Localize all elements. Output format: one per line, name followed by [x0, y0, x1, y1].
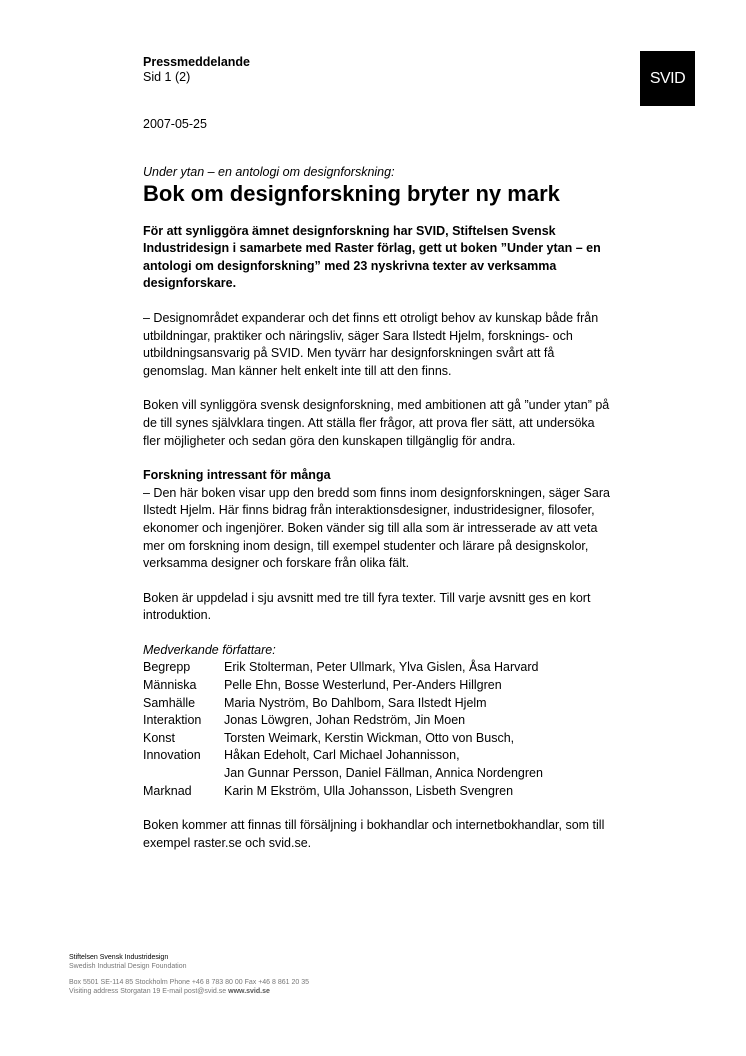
table-row [143, 659, 543, 677]
author-names: Håkan Edeholt, Carl Michael Johannisson, [224, 748, 460, 763]
footer-address: Box 5501 SE-114 85 Stockholm Phone +46 8 783 80 00 Fax +46 8 861 20 35 [69, 979, 309, 987]
paragraph-4: Boken är uppdelad i sju avsnitt med tre till fyra texter. Till varje avsnitt ges en kort introduktion. [143, 590, 591, 623]
author-category: Begrepp [143, 660, 191, 675]
paragraph-3: – Den här boken visar upp den bredd som finns inom designforskningen, säger Sara Ilstedt Hjelm. Här finns bidrag från interaktionsdesigner, industridesigner, filosofer, ekonomer och ingenjörer. Boken vänder sig till alla som är intresserade av att veta mer om forskning inom design, till exempel studenter och lärare på designskolor, verksamma designer och forskare från olika fält. [143, 485, 610, 571]
footer-visiting [69, 988, 309, 997]
authors-table [143, 659, 543, 800]
author-names: Torsten Weimark, Kerstin Wickman, Otto von Busch, [224, 730, 515, 745]
author-category: Innovation [143, 748, 201, 763]
page-number: Sid 1 (2) [143, 70, 191, 84]
author-names: Jonas Löwgren, Johan Redström, Jin Moen [224, 713, 466, 728]
footer-website: www.svid.se [228, 987, 270, 995]
author-category [143, 765, 224, 783]
author-category: Interaktion [143, 713, 202, 728]
table-row [143, 765, 543, 783]
table-row [143, 747, 543, 765]
paragraph-5: Boken kommer att finnas till försäljning i bokhandlar och internetbokhandlar, som till exempel raster.se och svid.se. [143, 818, 605, 850]
document-header [143, 55, 250, 85]
author-category: Samhälle [143, 695, 196, 710]
authors-heading: Medverkande författare: [143, 642, 276, 657]
author-names: Erik Stolterman, Peter Ullmark, Ylva Gislen, Åsa Harvard [224, 660, 539, 675]
author-category: Marknad [143, 783, 192, 798]
table-row [143, 677, 543, 695]
svid-logo [640, 51, 695, 106]
subheading: Forskning intressant för många [143, 468, 331, 483]
article-kicker: Under ytan – en antologi om designforskning: [143, 165, 395, 179]
author-names: Pelle Ehn, Bosse Westerlund, Per-Anders Hillgren [224, 678, 502, 693]
table-row [143, 712, 543, 730]
paragraph-2: Boken vill synliggöra svensk designforskning, med ambitionen att gå ”under ytan” på de till synes självklara tingen. Att ställa fler frågor, att prova fler sätt, att undersöka fler möjligheter och sedan göra den kunskapen tillgänglig för andra. [143, 398, 610, 448]
footer-visiting-address: Visiting address Storgatan 19 E-mail post@svid.se [69, 987, 227, 995]
paragraph-1: – Designområdet expanderar och det finns ett otroligt behov av kunskap både från utbildningar, praktiker och näringsliv, säger Sara Ilstedt Hjelm, forsknings- och utbildningsansvarig på SVID. Men tyvärr har designforskningen svårt att få genomslag. Man känner helt enkelt inte till att den finns. [143, 310, 599, 378]
article-lead: För att synliggöra ämnet designforskning har SVID, Stiftelsen Svensk Industridesign i samarbete med Raster förlag, gett ut boken ”Under ytan – en antologi om designforskning” med 23 nyskrivna texter av verksamma designforskare. [143, 223, 601, 291]
table-row [143, 783, 543, 801]
author-names: Jan Gunnar Persson, Daniel Fällman, Annica Nordengren [224, 766, 543, 781]
release-date: 2007-05-25 [143, 117, 207, 131]
author-names: Maria Nyström, Bo Dahlbom, Sara Ilstedt Hjelm [224, 695, 487, 710]
logo-text: SVID [649, 69, 686, 87]
article-title: Bok om designforskning bryter ny mark [143, 180, 560, 206]
table-row [143, 695, 543, 713]
author-names: Karin M Ekström, Ulla Johansson, Lisbeth Svengren [224, 783, 514, 798]
article-body [143, 164, 613, 869]
author-category: Människa [143, 678, 197, 693]
table-row [143, 730, 543, 748]
footer-org-name: Stiftelsen Svensk Industridesign [69, 954, 169, 961]
page-footer [69, 954, 309, 996]
document-type: Pressmeddelande [143, 55, 250, 69]
author-category: Konst [143, 730, 175, 745]
footer-org-name-en: Swedish Industrial Design Foundation [69, 962, 187, 970]
